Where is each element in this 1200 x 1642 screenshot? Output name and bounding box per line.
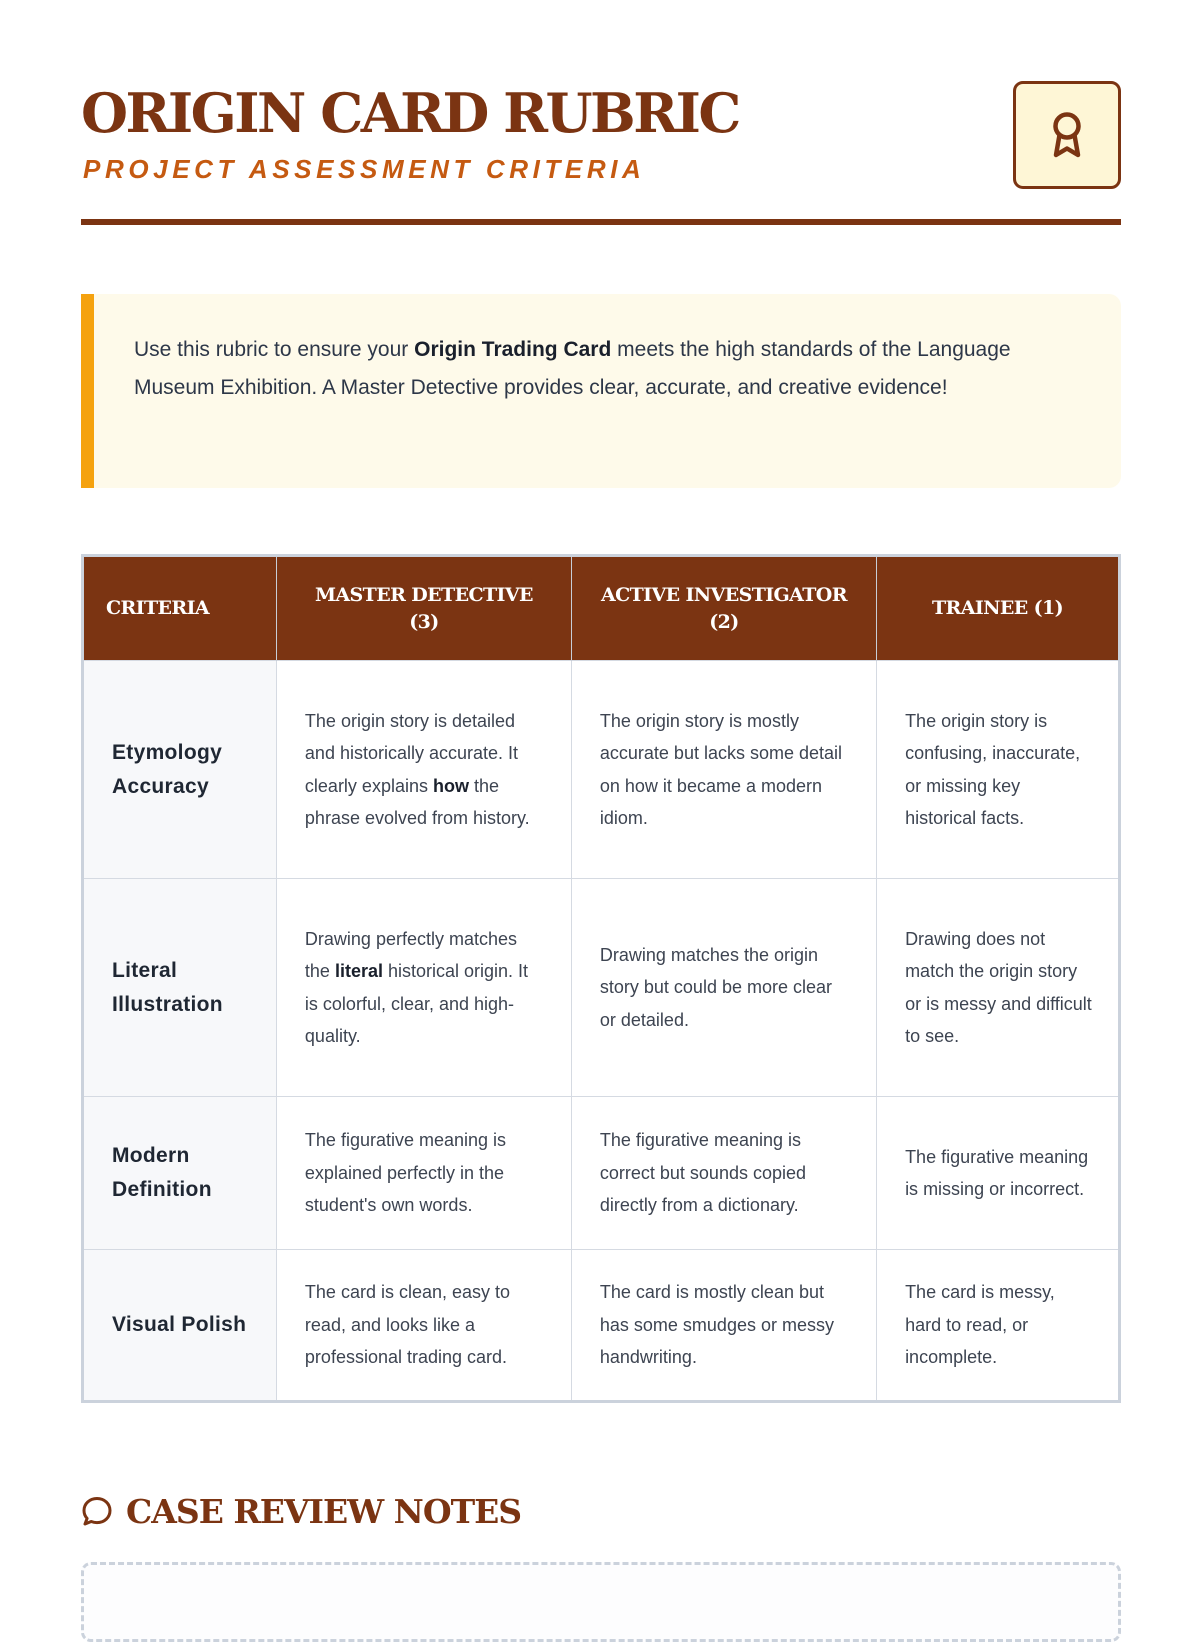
intro-callout (81, 294, 1121, 488)
criteria-cell: Visual Polish (83, 1250, 277, 1402)
trainee-cell: Drawing does not match the origin story or is messy and difficult to see. (877, 879, 1120, 1097)
master-cell (276, 661, 571, 879)
column-header-investigator: ACTIVE INVESTIGATOR (2) (571, 556, 876, 661)
intro-text-bold: Origin Trading Card (414, 338, 612, 361)
criteria-cell: Etymology Accuracy (83, 661, 277, 879)
notes-input-area[interactable] (81, 1562, 1121, 1642)
cell-text: The origin story is detailed and historically accurate. It clearly explains (304, 710, 519, 796)
award-badge (1013, 81, 1121, 189)
cell-text: the phrase evolved from history. (304, 775, 530, 828)
intro-text-after: meets the high standards of the Language Museum Exhibition. A Master Detective provides clear, accurate, and creative evidence! (134, 338, 1011, 399)
intro-text-before: Use this rubric to ensure your (134, 338, 415, 361)
page-subtitle: PROJECT ASSESSMENT CRITERIA (83, 154, 646, 184)
table-row (83, 1250, 1120, 1402)
speech-bubble-icon (81, 1495, 113, 1527)
table-row (83, 879, 1120, 1097)
investigator-cell: The origin story is mostly accurate but lacks some detail on how it became a modern idiom. (571, 661, 876, 879)
notes-title: CASE REVIEW NOTES (126, 1491, 522, 1531)
page-header (81, 78, 1121, 226)
award-icon (1047, 109, 1087, 161)
page-title: ORIGIN CARD RUBRIC (81, 81, 739, 145)
rubric-table (81, 554, 1121, 1403)
trainee-cell: The figurative meaning is missing or incorrect. (877, 1097, 1120, 1250)
investigator-cell: The card is mostly clean but has some smudges or messy handwriting. (571, 1250, 876, 1402)
cell-emphasis: literal (334, 961, 383, 981)
header-divider (81, 219, 1121, 225)
trainee-cell: The card is messy, hard to read, or incomplete. (877, 1250, 1120, 1402)
table-header-row (83, 556, 1120, 661)
column-header-trainee: TRAINEE (1) (877, 556, 1120, 661)
table-row (83, 661, 1120, 879)
table-row (83, 1097, 1120, 1250)
column-header-criteria: CRITERIA (83, 556, 277, 661)
criteria-cell: Modern Definition (83, 1097, 277, 1250)
investigator-cell: The figurative meaning is correct but sounds copied directly from a dictionary. (571, 1097, 876, 1250)
cell-text: historical origin. It is colorful, clear, and high-quality. (304, 961, 529, 1046)
column-header-master: MASTER DETECTIVE (3) (276, 556, 571, 661)
criteria-cell: Literal Illustration (83, 879, 277, 1097)
master-cell: The figurative meaning is explained perfectly in the student's own words. (276, 1097, 571, 1250)
trainee-cell: The origin story is confusing, inaccurate, or missing key historical facts. (877, 661, 1120, 879)
cell-emphasis: how (432, 775, 469, 796)
cell-text: Drawing perfectly matches the (304, 928, 518, 981)
investigator-cell: Drawing matches the origin story but could be more clear or detailed. (571, 879, 876, 1097)
master-cell (276, 879, 571, 1097)
master-cell: The card is clean, easy to read, and looks like a professional trading card. (276, 1250, 571, 1402)
notes-header (81, 1488, 521, 1534)
